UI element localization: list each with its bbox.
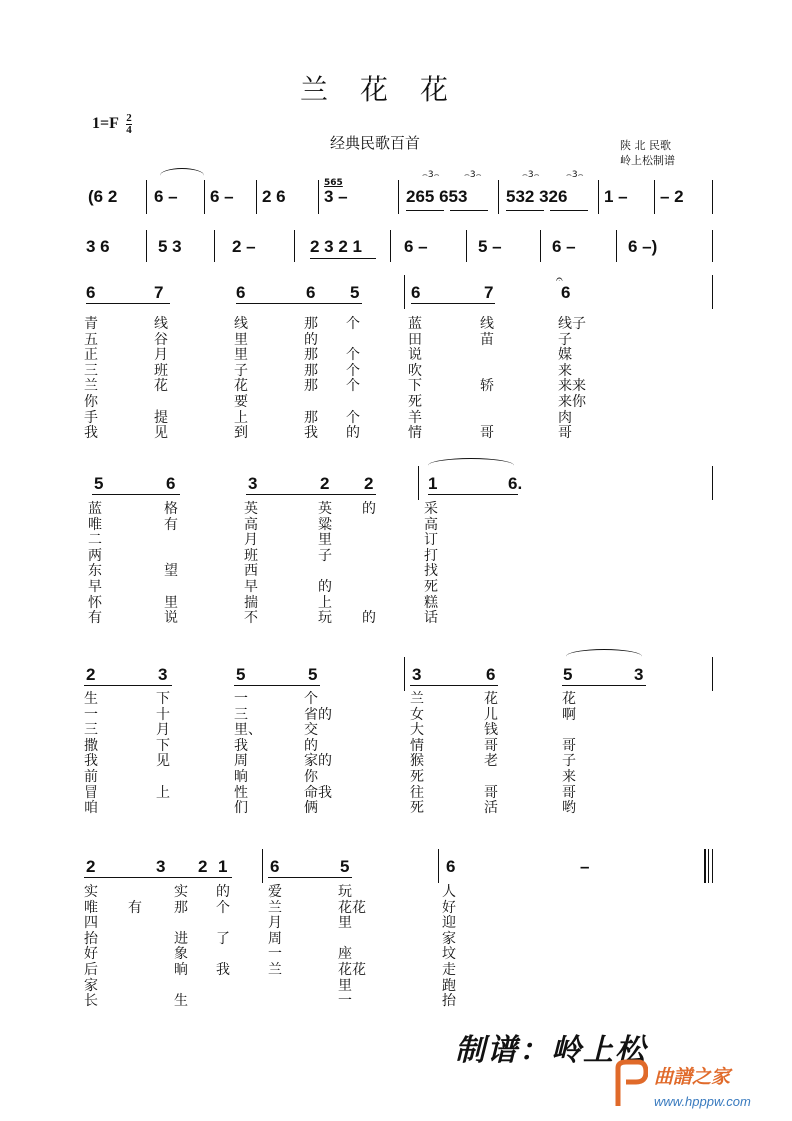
note: 6: [561, 283, 571, 302]
lyric-column: 花 啊 哥 子 来 哥 哟: [562, 691, 576, 817]
note: 5: [340, 857, 350, 876]
key-signature: [92, 113, 132, 136]
bar-line: [438, 849, 439, 883]
triplet-mark: ⌢3⌢: [522, 170, 540, 180]
subtitle: 经典民歌百首: [330, 134, 421, 152]
lyric-column: 有: [128, 899, 142, 916]
lyric-column: 英 粱 里 子 的 上 玩: [318, 501, 332, 627]
note: 5: [308, 665, 318, 684]
note: 5: [236, 665, 246, 684]
note: 6: [86, 283, 96, 302]
note: 2: [198, 857, 208, 876]
lyric-column: 那 的 那 那 那 那 我: [304, 316, 318, 442]
note: 3: [412, 665, 422, 684]
lyric-column: 玩 花花 里 座 花花 里 一: [338, 884, 366, 1010]
site-logo[interactable]: [612, 1058, 782, 1118]
intro-note-group: 6 –: [154, 187, 178, 206]
intro-note-group: – 2: [660, 187, 684, 206]
intro-note-group: 5 3: [158, 237, 182, 256]
underline: [411, 303, 495, 304]
intro-note-group: 5 –: [478, 237, 502, 256]
note: –: [580, 857, 590, 876]
note: 6: [306, 283, 316, 302]
arranger-signature: 制谱：岭上松: [455, 1033, 647, 1068]
note: 1: [218, 857, 228, 876]
note: 1: [428, 474, 438, 493]
logo-url[interactable]: www.hpppw.com: [654, 1094, 751, 1109]
intro-note-group: 3 6: [86, 237, 110, 256]
bar-line: [146, 180, 147, 214]
lyric-column: 英 高 月 班 西 早 揣 不: [244, 501, 258, 627]
intro-note-group: 2 6: [262, 187, 286, 206]
lyric-column: 一 三 里、 我 周 晌 性 们: [234, 691, 262, 817]
bar-line: [598, 180, 599, 214]
triplet-mark: ⌢3⌢: [422, 170, 440, 180]
lyric-column: 下 十 月 下 见 上: [156, 691, 170, 801]
lyric-column: 个 省的 交 的 家的 你 命我 俩: [304, 691, 332, 817]
bar-line: [712, 230, 713, 262]
bar-line: [294, 230, 295, 262]
note: 3: [158, 665, 168, 684]
tie: [160, 168, 204, 183]
lyric-column: 采 高 订 打 找 死 糕 话: [424, 501, 438, 627]
bar-line: [712, 275, 713, 309]
triplet-mark: ⌢3⌢: [566, 170, 584, 180]
final-bar: [704, 849, 706, 883]
intro-note-group: 1 –: [604, 187, 628, 206]
underline: [406, 210, 444, 211]
bar-line: [146, 230, 147, 262]
note: 5: [94, 474, 104, 493]
underline: [92, 494, 180, 495]
underline: [234, 685, 320, 686]
lyric-column: 线 苗 轿 哥: [480, 316, 494, 442]
note: 6.: [508, 474, 523, 493]
underline: [84, 877, 232, 878]
grace-notes: 565: [324, 178, 343, 188]
lyric-column: 格 有 望 里 说: [164, 501, 178, 627]
tie: [566, 649, 642, 664]
lyric-column: 蓝 唯 二 两 东 早 怀 有: [88, 501, 102, 627]
lyric-column: 青 五 正 三 兰 你 手 我: [84, 316, 98, 442]
intro-note-group: 6 –: [210, 187, 234, 206]
underline: [310, 258, 376, 259]
time-top: 2: [126, 112, 132, 124]
lyric-column: 人 好 迎 家 坟 走 跑 抬: [442, 884, 456, 1010]
intro-note-group: 2 –: [232, 237, 256, 256]
bar-line: [712, 849, 713, 883]
bar-line: [404, 657, 405, 691]
lyric-column: 爱 兰 月 周 一 兰: [268, 884, 282, 978]
bar-line: [418, 466, 419, 500]
underline: [236, 303, 362, 304]
bar-line: [708, 849, 709, 883]
bar-line: [540, 230, 541, 262]
note: 7: [154, 283, 164, 302]
underline: [84, 685, 172, 686]
triplet-mark: ⌢3⌢: [464, 170, 482, 180]
logo-icon: [612, 1058, 648, 1112]
lyric-column: 蓝 田 说 吹 下 死 羊 情: [408, 316, 422, 442]
lyric-column: 生 一 三 撒 我 前 冒 咱: [84, 691, 98, 817]
underline: [410, 685, 498, 686]
logo-text: 曲譜之家: [654, 1066, 731, 1088]
bar-line: [654, 180, 655, 214]
bar-line: [318, 180, 319, 214]
time-bottom: 4: [126, 124, 132, 136]
origin: 陕 北 民歌: [620, 139, 671, 152]
intro-note-group: 265 653: [406, 187, 468, 206]
lyric-column: 的 个 了 我: [216, 884, 230, 978]
note: 5: [563, 665, 573, 684]
note: 6: [411, 283, 421, 302]
bar-line: [404, 275, 405, 309]
lyric-column: 实 那 进 象 晌 生: [174, 884, 188, 1010]
bar-line: [466, 230, 467, 262]
lyric-column: 线 谷 月 班 花 提 见: [154, 316, 168, 442]
lyric-column: 线 里 里 子 花 要 上 到: [234, 316, 248, 442]
bar-line: [390, 230, 391, 262]
note: 3: [248, 474, 258, 493]
bar-line: [256, 180, 257, 214]
lyric-column: 实 唯 四 抬 好 后 家 长: [84, 884, 98, 1010]
intro-note-group: 2 3 2 1: [310, 237, 362, 256]
lyric-column: 线子 子 媒 来 来来 来你 肉 哥: [558, 316, 586, 442]
bar-line: [214, 230, 215, 262]
note: 2: [86, 857, 96, 876]
fermata-icon: 𝄐: [556, 272, 563, 286]
underline: [246, 494, 376, 495]
bar-line: [712, 657, 713, 691]
underline: [428, 494, 518, 495]
credits: [620, 138, 675, 168]
intro-note-group: 6 –: [404, 237, 428, 256]
bar-line: [498, 180, 499, 214]
note: 2: [364, 474, 374, 493]
note: 6: [166, 474, 176, 493]
note: 6: [446, 857, 456, 876]
note: 2: [320, 474, 330, 493]
note: 5: [350, 283, 360, 302]
bar-line: [398, 180, 399, 214]
bar-line: [712, 180, 713, 214]
underline: [86, 303, 170, 304]
note: 3: [156, 857, 166, 876]
bar-line: [616, 230, 617, 262]
underline: [562, 685, 646, 686]
underline: [450, 210, 488, 211]
lyric-column: 兰 女 大 情 猴 死 往 死: [410, 691, 424, 817]
note: 2: [86, 665, 96, 684]
key-label: 1=F: [92, 115, 119, 133]
tie: [428, 458, 514, 473]
note: 6: [486, 665, 496, 684]
bar-line: [262, 849, 263, 883]
intro-note-group: 532 326: [506, 187, 568, 206]
arranger: 岭上松制谱: [620, 154, 675, 167]
note: 6: [270, 857, 280, 876]
lyric-column: 花 儿 钱 哥 老 哥 活: [484, 691, 498, 817]
note: 6: [236, 283, 246, 302]
underline: [550, 210, 588, 211]
intro-note-group: (6 2: [88, 187, 118, 206]
note: 7: [484, 283, 494, 302]
intro-note-group: 3 –: [324, 187, 348, 206]
time-signature: [126, 113, 132, 136]
note: 3: [634, 665, 644, 684]
bar-line: [204, 180, 205, 214]
lyric-column: 的 的: [362, 501, 376, 627]
page-title: 兰 花 花: [300, 73, 451, 106]
intro-note-group: 6 –: [552, 237, 576, 256]
intro-note-group: 6 –): [628, 237, 658, 256]
underline: [268, 877, 352, 878]
lyric-column: 个 个 个 个 个 的: [346, 316, 360, 442]
underline: [506, 210, 544, 211]
bar-line: [712, 466, 713, 500]
